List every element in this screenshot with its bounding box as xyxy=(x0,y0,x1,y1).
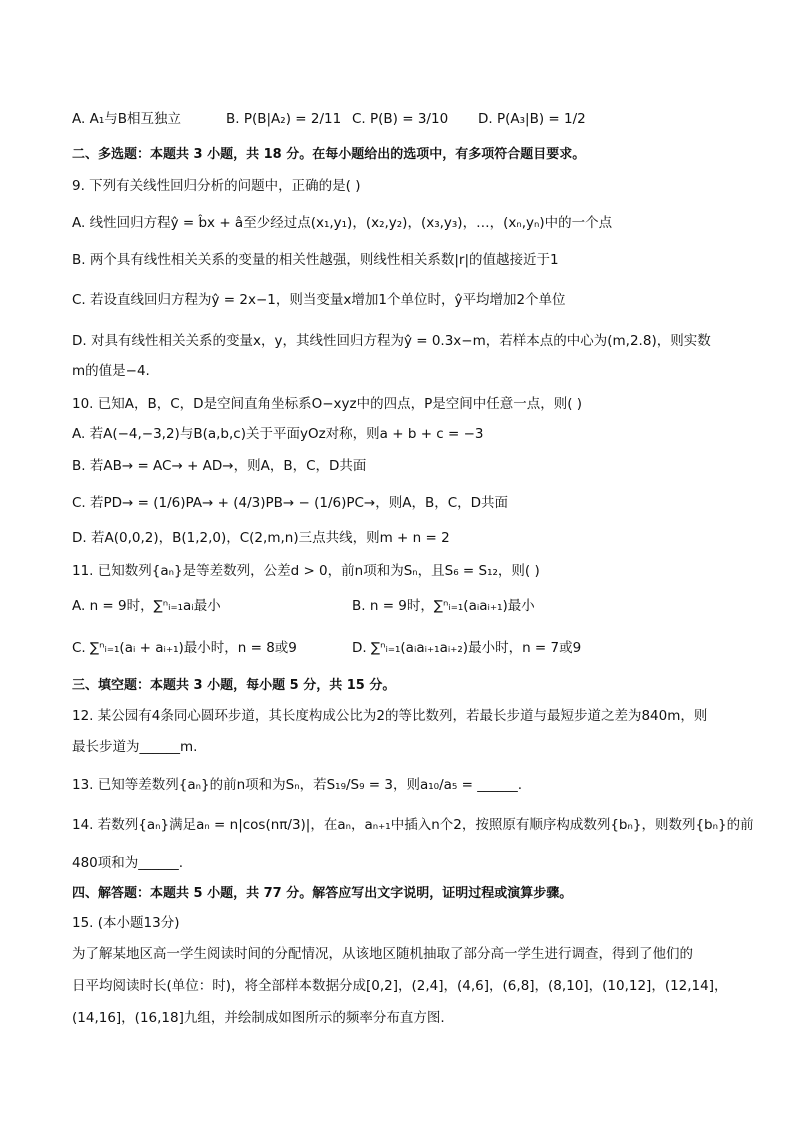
q9-option-b: B. 两个具有线性相关关系的变量的相关性越强，则线性相关系数|r|的值越接近于1 xyxy=(72,252,559,268)
q11-option-b: B. n = 9时，∑ⁿᵢ₌₁(aᵢaᵢ₊₁)最小 xyxy=(352,598,535,614)
q10-stem: 10. 已知A，B，C，D是空间直角坐标系O−xyz中的四点，P是空间中任意一点，则( ) xyxy=(72,396,583,412)
q15-line1: 为了解某地区高一学生阅读时间的分配情况，从该地区随机抽取了部分高一学生进行调查，得到了他们的 xyxy=(72,946,693,962)
q11-stem: 11. 已知数列{aₙ}是等差数列，公差d > 0，前n项和为Sₙ，且S₆ = S₁₂，则( ) xyxy=(72,563,540,579)
q8-option-a: A. A₁与B相互独立 xyxy=(72,111,181,127)
q12-line1: 12. 某公园有4条同心圆环步道，其长度构成公比为2的等比数列，若最长步道与最短步道之差为840m，则 xyxy=(72,708,708,724)
q15-line2: 日平均阅读时长(单位：时)，将全部样本数据分成[0,2]，(2,4]，(4,6]，(6,8]，(8,10]，(10,12]，(12,14]， xyxy=(72,978,728,994)
q8-option-d: D. P(A₃|B) = 1/2 xyxy=(478,111,586,127)
q9-stem: 9. 下列有关线性回归分析的问题中，正确的是( ) xyxy=(72,178,361,194)
section-heading-fill-in: 三、填空题：本题共 3 小题，每小题 5 分，共 15 分。 xyxy=(72,678,396,693)
q11-option-a: A. n = 9时，∑ⁿᵢ₌₁aᵢ最小 xyxy=(72,598,221,614)
q9-option-c: C. 若设直线回归方程为ŷ = 2x−1，则当变量x增加1个单位时，ŷ平均增加2个单位 xyxy=(72,292,566,308)
q9-option-a: A. 线性回归方程ŷ = b̂x + â至少经过点(x₁,y₁)，(x₂,y₂)，(x₃,y₃)，…，(xₙ,yₙ)中的一个点 xyxy=(72,215,613,231)
section-heading-solutions: 四、解答题：本题共 5 小题，共 77 分。解答应写出文字说明，证明过程或演算步骤。 xyxy=(72,886,573,901)
q10-option-b: B. 若AB→ = AC→ + AD→，则A，B，C，D共面 xyxy=(72,458,367,474)
q10-option-c: C. 若PD→ = (1/6)PA→ + (4/3)PB→ − (1/6)PC→，则A，B，C，D共面 xyxy=(72,495,509,511)
q12-line2: 最长步道为______m. xyxy=(72,739,198,755)
q10-option-d: D. 若A(0,0,2)，B(1,2,0)，C(2,m,n)三点共线，则m + n = 2 xyxy=(72,530,450,546)
q15-line3: (14,16]，(16,18]九组，并绘制成如图所示的频率分布直方图. xyxy=(72,1010,445,1026)
q9-option-d-line1: D. 对具有线性相关关系的变量x，y，其线性回归方程为ŷ = 0.3x−m，若样本点的中心为(m,2.8)，则实数 xyxy=(72,333,711,349)
q14-line1: 14. 若数列{aₙ}满足aₙ = n|cos(nπ/3)|，在aₙ，aₙ₊₁中插入n个2，按照原有顺序构成数列{bₙ}，则数列{bₙ}的前 xyxy=(72,817,754,833)
q11-option-d: D. ∑ⁿᵢ₌₁(aᵢaᵢ₊₁aᵢ₊₂)最小时，n = 7或9 xyxy=(352,640,582,656)
q15-title: 15. (本小题13分) xyxy=(72,915,180,931)
q14-line2: 480项和为______. xyxy=(72,855,184,871)
q10-option-a: A. 若A(−4,−3,2)与B(a,b,c)关于平面yOz对称，则a + b + c = −3 xyxy=(72,426,484,442)
q8-option-c: C. P(B) = 3/10 xyxy=(352,111,449,127)
section-heading-multiple-choice: 二、多选题：本题共 3 小题，共 18 分。在每小题给出的选项中，有多项符合题目要求。 xyxy=(72,147,586,162)
q8-option-b: B. P(B|A₂) = 2/11 xyxy=(226,111,342,127)
q9-option-d-line2: m的值是−4. xyxy=(72,363,150,379)
q13: 13. 已知等差数列{aₙ}的前n项和为Sₙ，若S₁₉/S₉ = 3，则a₁₀/a₅ = ______. xyxy=(72,777,523,793)
q11-option-c: C. ∑ⁿᵢ₌₁(aᵢ + aᵢ₊₁)最小时，n = 8或9 xyxy=(72,640,297,656)
